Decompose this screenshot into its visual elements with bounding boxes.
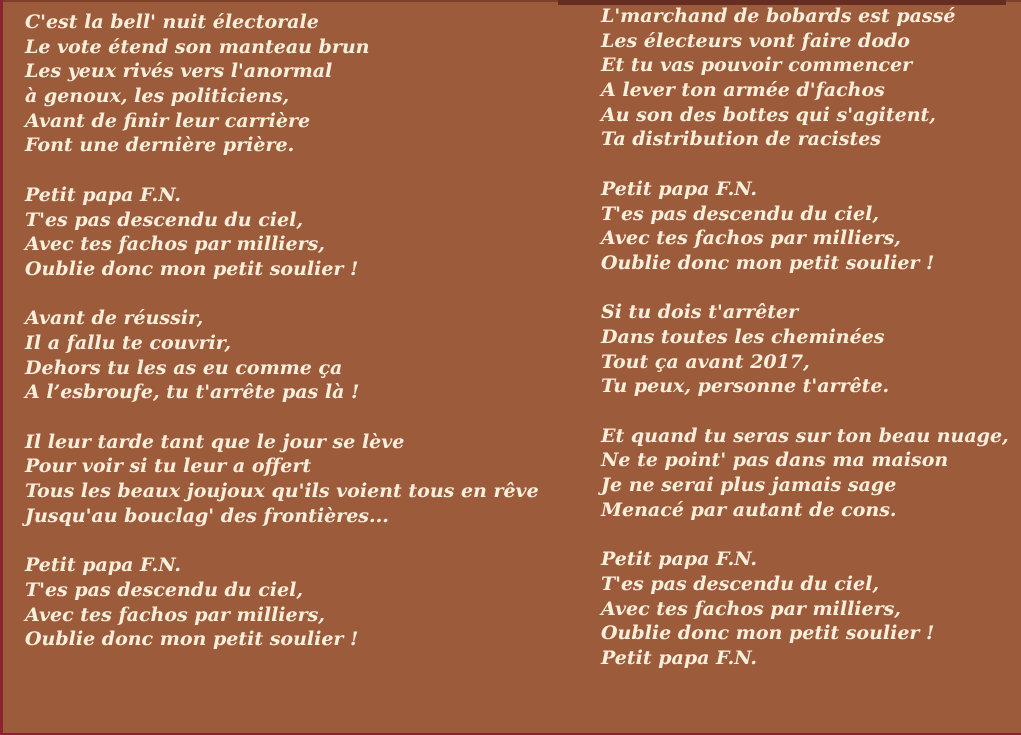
lyric-line: A l’esbroufe, tu t'arrête pas là ! — [25, 381, 360, 404]
lyric-line: Avant de finir leur carrière — [25, 109, 311, 132]
lyric-line: Petit papa F.N. — [25, 554, 182, 577]
lyric-line: Oublie donc mon petit soulier ! — [25, 628, 359, 651]
lyric-line: Avec tes fachos par milliers, — [601, 597, 901, 620]
lyric-line: Petit papa F.N. — [601, 646, 758, 669]
lyric-line: Les yeux rivés vers l'anormal — [25, 60, 333, 83]
lyric-line: Ne te point' pas dans ma maison — [601, 449, 949, 472]
lyric-line: Petit papa F.N. — [25, 183, 182, 206]
lyric-line: Petit papa F.N. — [601, 177, 758, 200]
lyric-line: Avec tes fachos par milliers, — [25, 603, 325, 626]
stanza — [601, 177, 1009, 276]
stanza — [601, 424, 1009, 523]
stanza — [601, 300, 1009, 399]
lyric-line: Ta distribution de racistes — [601, 128, 881, 151]
lyric-line: Tout ça avant 2017, — [601, 350, 810, 373]
stanza — [25, 306, 539, 405]
lyric-line: Font une dernière prière. — [25, 134, 295, 157]
lyric-line: T'es pas descendu du ciel, — [25, 208, 303, 231]
stanza — [25, 553, 539, 652]
lyric-line: Pour voir si tu leur a offert — [25, 455, 312, 478]
lyric-line: Le vote étend son manteau brun — [25, 35, 370, 58]
lyric-line: Il a fallu te couvrir, — [25, 331, 232, 354]
lyric-line: Les électeurs vont faire dodo — [601, 29, 910, 52]
lyric-line: Si tu dois t'arrêter — [601, 301, 799, 324]
lyric-line: A lever ton armée d'fachos — [601, 79, 885, 102]
lyrics-column-left — [25, 10, 539, 652]
lyric-line: T'es pas descendu du ciel, — [601, 572, 879, 595]
lyric-line: Au son des bottes qui s'agitent, — [601, 103, 936, 126]
lyric-line: Avec tes fachos par milliers, — [25, 233, 325, 256]
lyric-line: Jusqu'au bouclag' des frontières... — [25, 504, 389, 527]
lyric-line: Avec tes fachos par milliers, — [601, 227, 901, 250]
lyric-line: Oublie donc mon petit soulier ! — [25, 257, 359, 280]
lyric-line: Et quand tu seras sur ton beau nuage, — [601, 424, 1009, 447]
lyric-line: à genoux, les politiciens, — [25, 85, 290, 108]
lyric-line: Tous les beaux joujoux qu'ils voient tous en rêve — [25, 480, 539, 503]
lyric-line: Menacé par autant de cons. — [601, 498, 897, 521]
lyric-line: Dans toutes les cheminées — [601, 325, 885, 348]
lyric-line: Il leur tarde tant que le jour se lève — [25, 430, 405, 453]
lyric-line: Tu peux, personne t'arrête. — [601, 375, 890, 398]
lyric-line: Je ne serai plus jamais sage — [601, 474, 897, 497]
stanza — [601, 4, 1009, 152]
stanza — [601, 547, 1009, 670]
lyric-line: Oublie donc mon petit soulier ! — [601, 251, 935, 274]
lyric-line: Petit papa F.N. — [601, 548, 758, 571]
stanza — [25, 10, 539, 158]
lyric-line: T'es pas descendu du ciel, — [25, 578, 303, 601]
lyric-line: T'es pas descendu du ciel, — [601, 202, 879, 225]
lyrics-column-right — [601, 4, 1009, 671]
stanza — [25, 430, 539, 529]
lyric-line: Avant de réussir, — [25, 307, 204, 330]
lyric-line: Dehors tu les as eu comme ça — [25, 356, 343, 379]
lyric-line: C'est la bell' nuit électorale — [25, 11, 319, 33]
stanza — [25, 183, 539, 282]
lyric-line: Et tu vas pouvoir commencer — [601, 54, 913, 77]
lyric-line: L'marchand de bobards est passé — [601, 5, 956, 27]
lyric-line: Oublie donc mon petit soulier ! — [601, 622, 935, 645]
